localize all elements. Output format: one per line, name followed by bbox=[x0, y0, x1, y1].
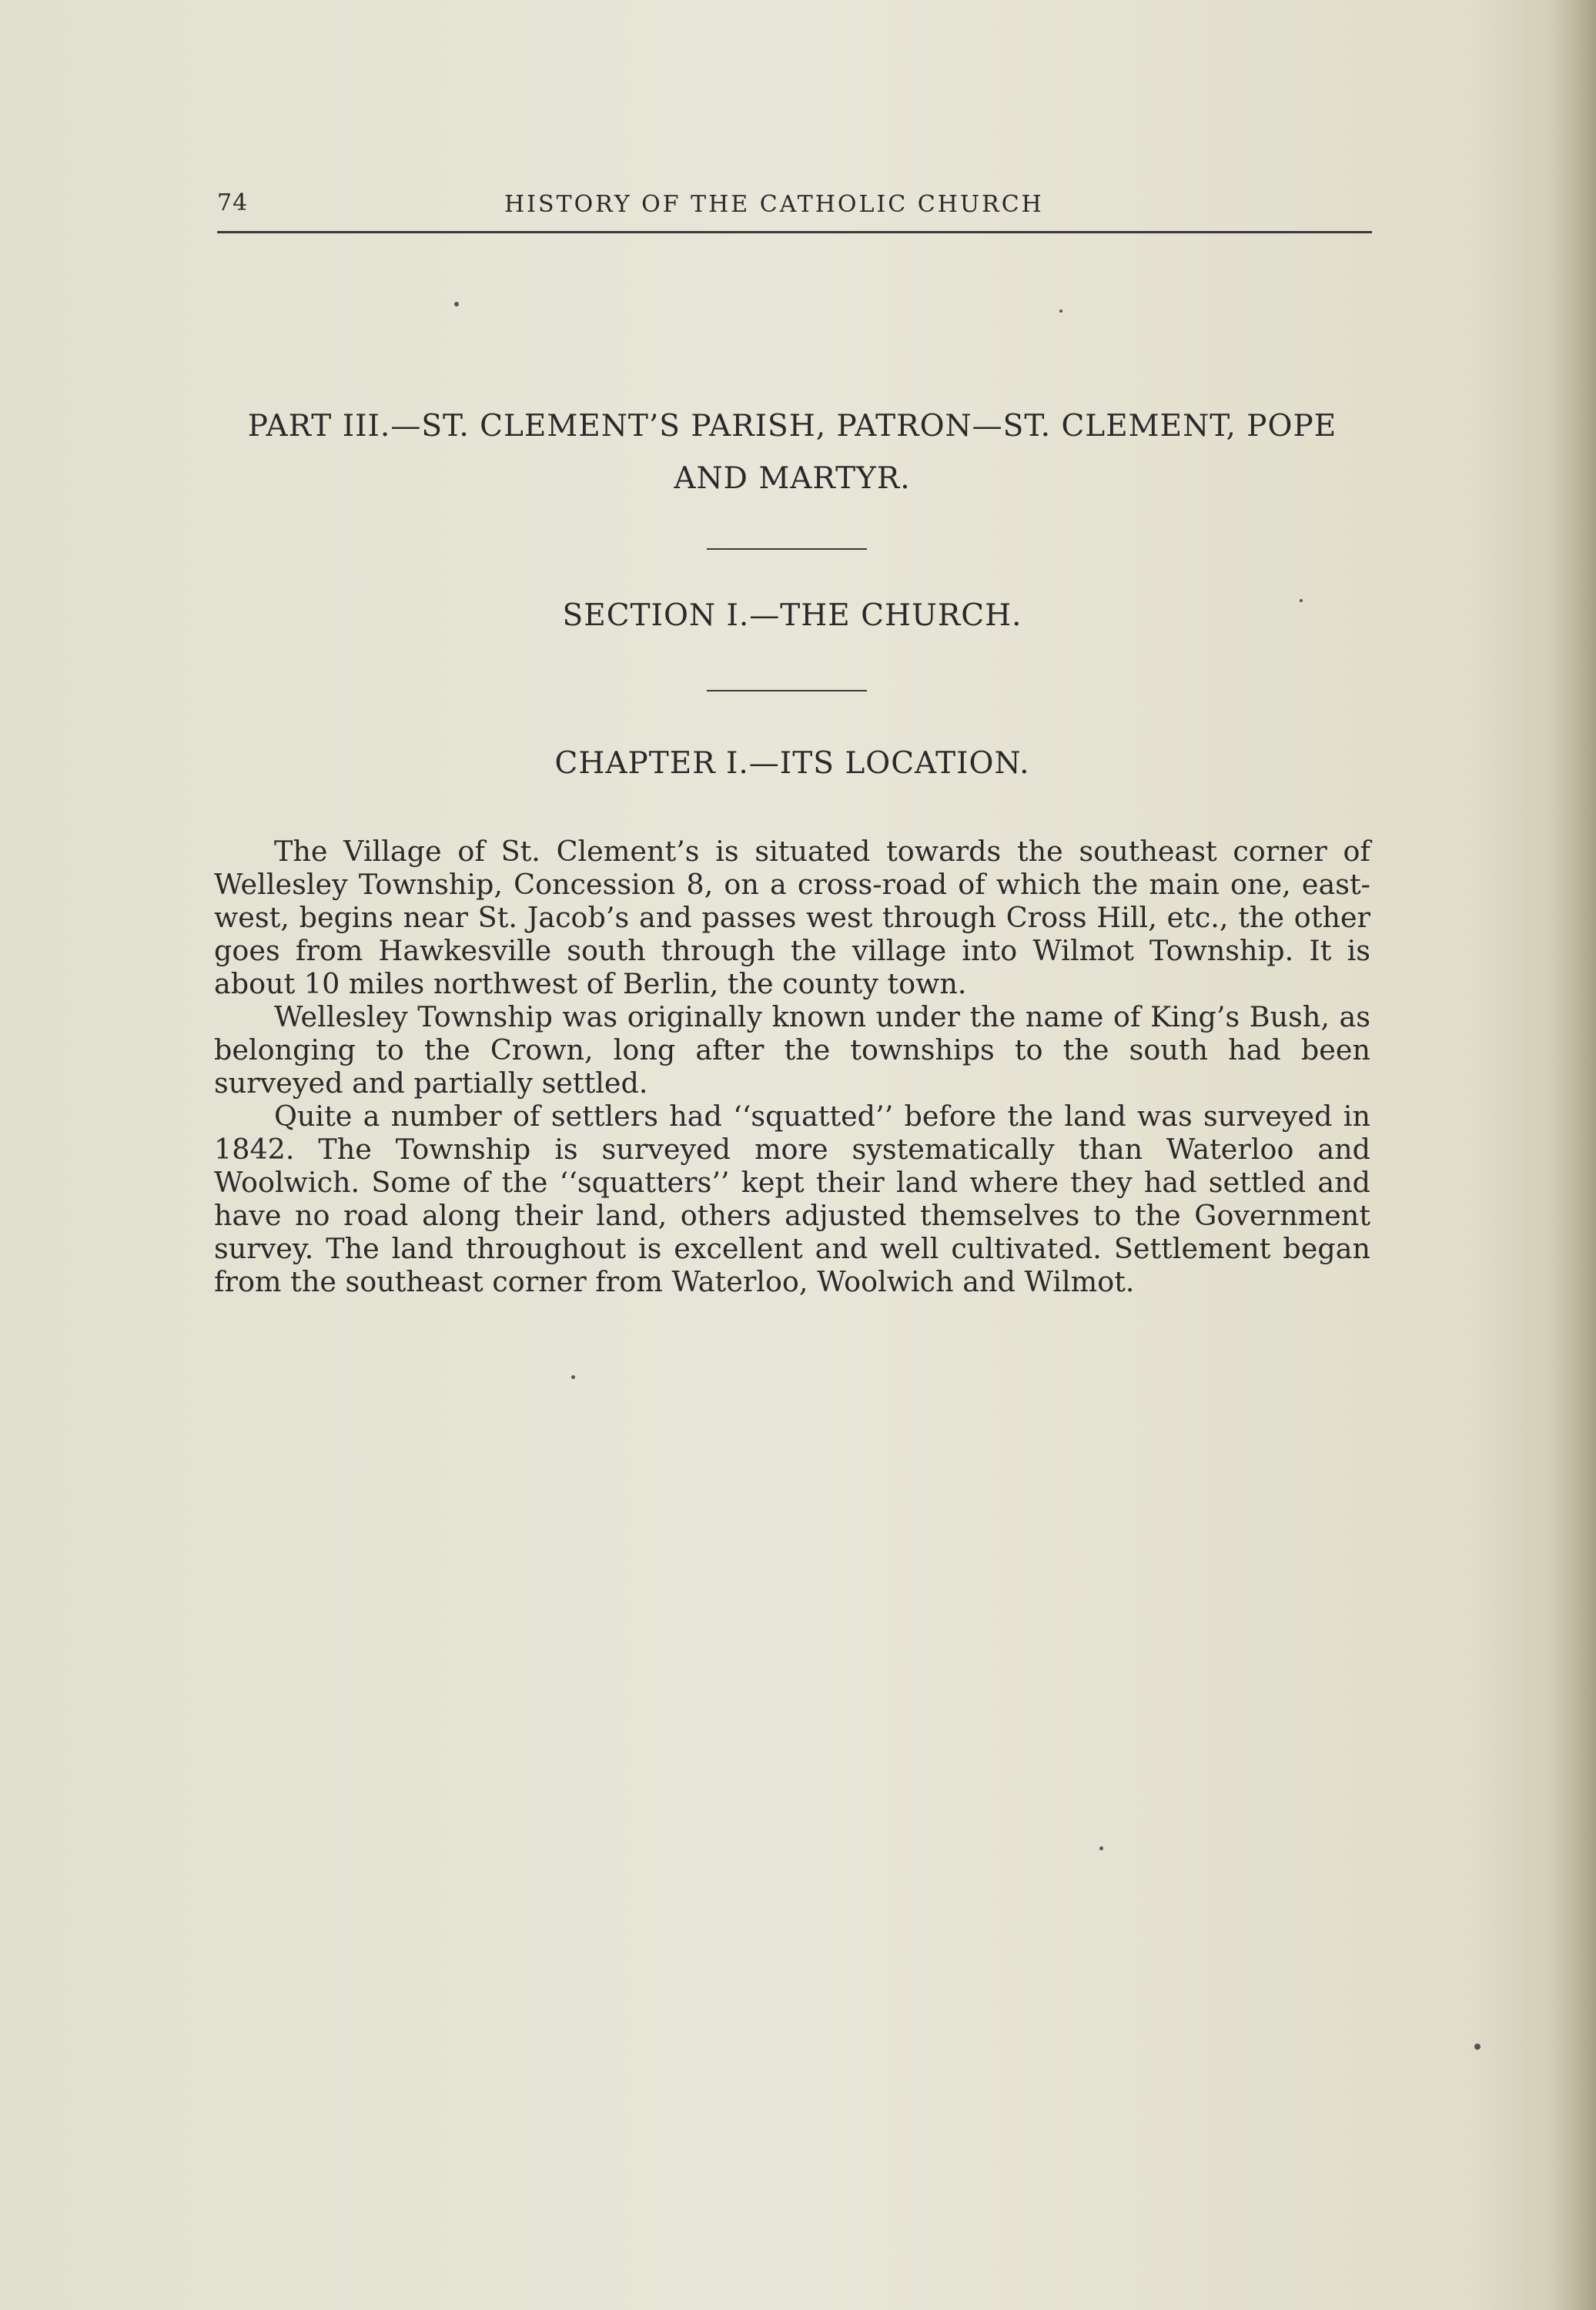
paper-speck bbox=[1099, 1846, 1103, 1850]
running-head bbox=[217, 185, 1372, 233]
paragraph: Quite a number of settlers had ‘‘squatted’’ before the land was surveyed in 1842. The Township is surveyed more systematically than Waterloo and Woolwich. Some of the ‘‘squatters’’ kept their land where they had settled and have no road along their land, others adjusted themselves to the Government survey. The land throughout is excellent and well cultivated. Settlement began from the southeast corner from Waterloo, Woolwich and Wilmot. bbox=[214, 1100, 1370, 1298]
heading-divider bbox=[707, 548, 867, 550]
section-heading: SECTION I.—THE CHURCH. bbox=[562, 598, 1022, 633]
running-title: HISTORY OF THE CATHOLIC CHURCH bbox=[504, 191, 1044, 218]
chapter-heading: CHAPTER I.—ITS LOCATION. bbox=[554, 746, 1030, 781]
part-heading: PART III.—ST. CLEMENT’S PARISH, PATRON—ST. CLEMENT, POPE AND MARTYR. bbox=[247, 409, 1337, 496]
page-edge-shadow bbox=[1550, 0, 1596, 2310]
heading-divider bbox=[707, 690, 867, 691]
paper-speck bbox=[1059, 310, 1062, 313]
paper-speck bbox=[1474, 2044, 1481, 2050]
paper-speck bbox=[571, 1375, 575, 1379]
paper-speck bbox=[1300, 599, 1303, 602]
page-number: 74 bbox=[217, 189, 249, 216]
paragraph: Wellesley Township was originally known under the name of King’s Bush, as belonging to the Crown, long after the townships to the south had been surveyed and partially settled. bbox=[214, 1000, 1370, 1100]
body-text bbox=[214, 835, 1370, 1298]
paper-speck bbox=[454, 302, 459, 306]
paragraph: The Village of St. Clement’s is situated towards the southeast corner of Wellesley Township, Concession 8, on a cross-road of which the main one, east-west, begins near St. Jacob’s and passes west through Cross Hill, etc., the other goes from Hawkesville south through the village into Wilmot Township. It is about 10 miles northwest of Berlin, the county town. bbox=[214, 835, 1370, 1000]
